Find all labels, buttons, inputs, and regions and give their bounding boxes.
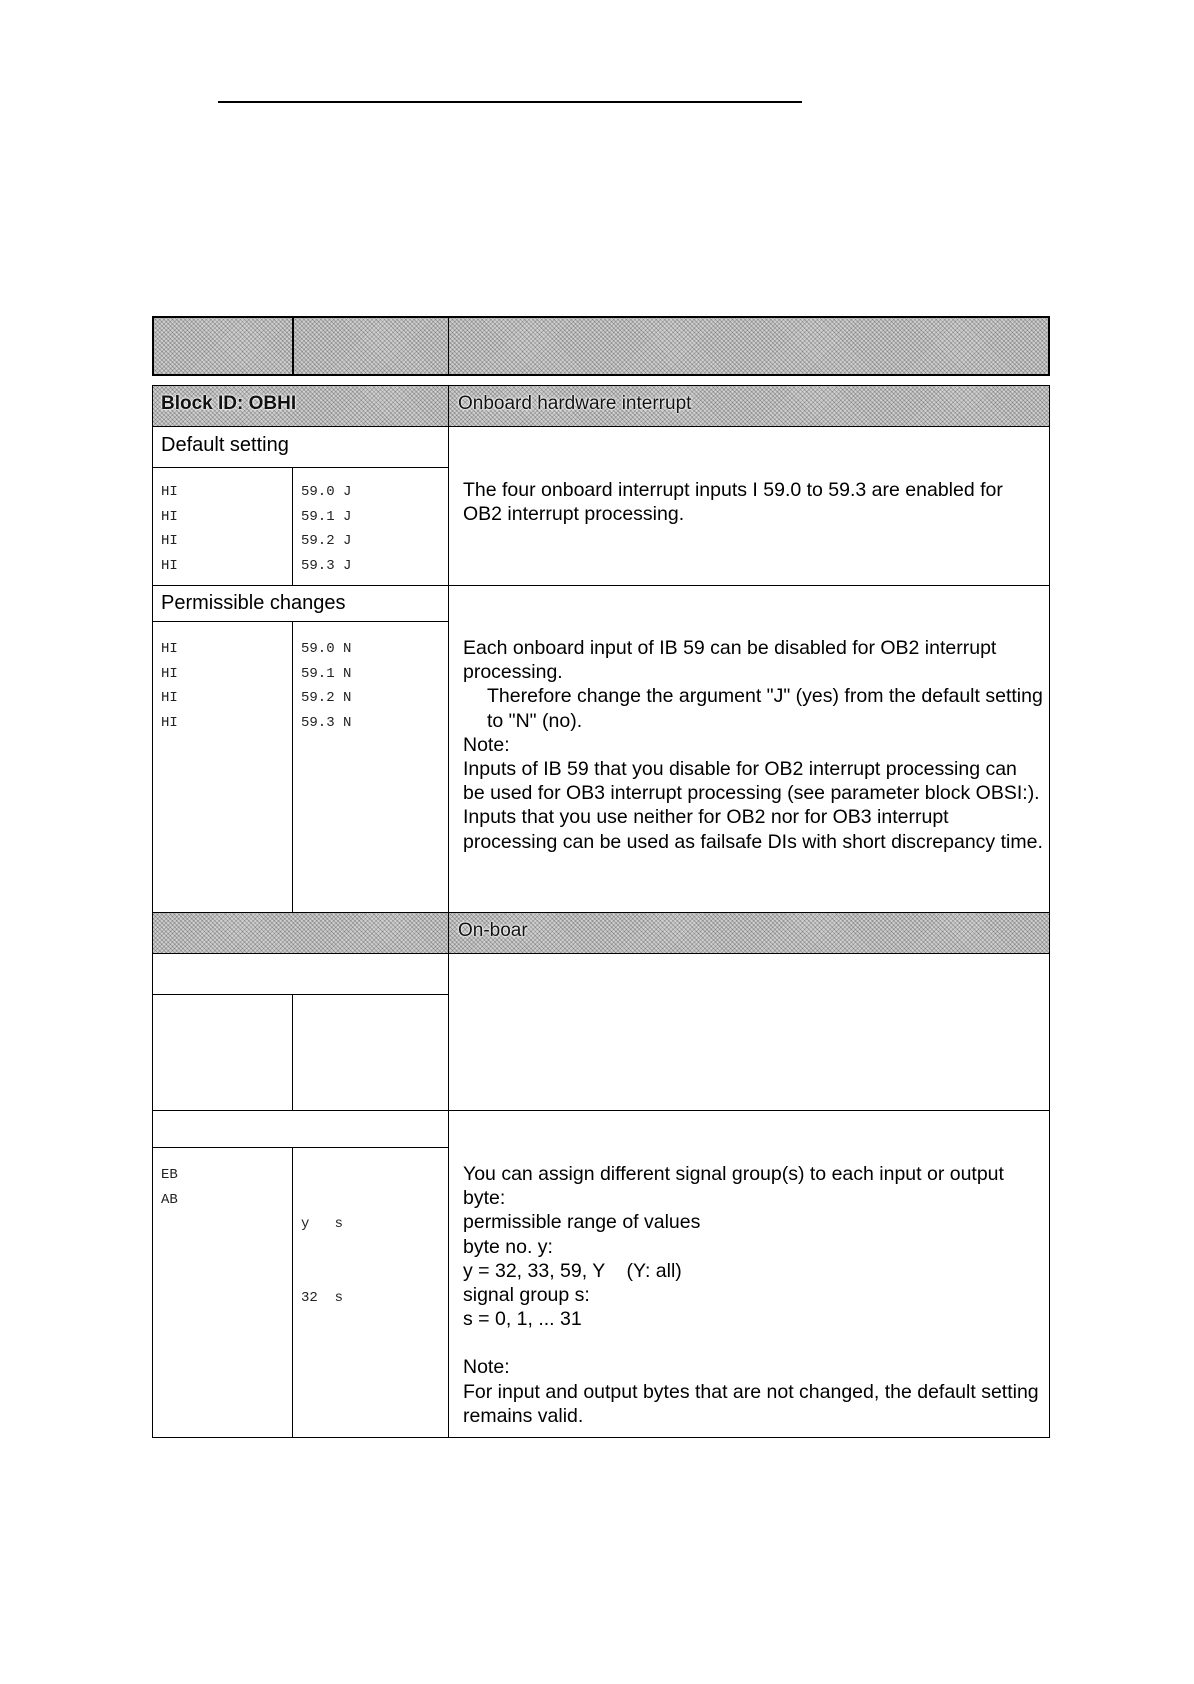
list-item: 59.3 J: [301, 557, 352, 574]
section1-mid-line: [152, 585, 1050, 586]
perm-args: [301, 637, 351, 735]
list-item: AB: [161, 1191, 178, 1208]
section2-mid-line: [152, 1110, 1050, 1111]
list-item: HI: [161, 641, 178, 657]
list-item: 59.2 J: [301, 533, 352, 549]
list-item: 59.0 J: [301, 484, 352, 500]
section2-note-label: Note:: [463, 1356, 510, 1379]
section2-ops: [161, 1163, 178, 1212]
default-ops: [161, 480, 178, 578]
perm-note-text: Inputs of IB 59 that you disable for OB2 interrupt processing can be used for OB3 interrupt processing (see parameter block OBSI:). Inputs that you use neither for OB2 nor for OB3 interrupt processing can be used as failsafe DIs with short discrepancy time.: [463, 758, 1043, 853]
default-rows-divider: [292, 467, 293, 585]
section2-note-text: For input and output bytes that are not changed, the default setting remains valid.: [463, 1380, 1039, 1427]
table-header-bar: [152, 316, 1050, 376]
header-divider-2: [448, 316, 449, 376]
default-description: [463, 478, 1043, 526]
perm-rows-divider: [292, 621, 293, 912]
list-item: HI: [161, 714, 178, 731]
section2-desc-line: permissible range of values: [463, 1211, 701, 1234]
section2-label-underline-1: [152, 994, 448, 995]
list-item: HI: [161, 508, 178, 525]
section2-col-divider: [448, 954, 449, 1438]
section2-desc-line: signal group s:: [463, 1284, 590, 1307]
perm-desc-indented: Therefore change the argument "J" (yes) from the default setting to "N" (no).: [487, 685, 1043, 732]
list-item: HI: [161, 484, 178, 500]
section2-header: [152, 912, 1050, 954]
list-item: 59.0 N: [301, 641, 352, 657]
section1-header-divider: [448, 385, 449, 427]
default-desc-text: The four onboard interrupt inputs I 59.0 to 59.3 are enabled for OB2 interrupt processing.: [463, 479, 1003, 526]
list-item: HI: [161, 690, 178, 706]
section2-desc-line: byte no. y:: [463, 1235, 553, 1258]
list-item: 59.1 J: [301, 508, 352, 525]
list-item: 32 s: [301, 1289, 344, 1306]
perm-label-underline: [152, 621, 448, 622]
list-item: y s: [301, 1216, 344, 1232]
section2-args: [301, 1163, 343, 1335]
perm-note-label: Note:: [463, 733, 510, 756]
top-rule: [218, 101, 802, 103]
block-id: Block ID: OBHI: [161, 393, 297, 414]
list-item: 59.2 N: [301, 690, 352, 706]
permissible-changes-label: Permissible changes: [161, 592, 346, 614]
section1-title: Onboard hardware interrupt: [458, 393, 692, 414]
perm-desc-text: Each onboard input of IB 59 can be disabled for OB2 interrupt processing.: [463, 637, 997, 684]
header-divider-1: [292, 316, 294, 376]
list-item: HI: [161, 665, 178, 682]
list-item: 59.1 N: [301, 665, 352, 682]
perm-ops: [161, 637, 178, 735]
section2-label-underline-2: [152, 1147, 448, 1148]
list-item: EB: [161, 1167, 178, 1183]
section2-desc-line: s = 0, 1, ... 31: [463, 1308, 582, 1331]
perm-description: [463, 636, 1043, 854]
section2-rows-divider-1: [292, 994, 293, 1110]
list-item: 59.3 N: [301, 714, 352, 731]
list-item: HI: [161, 533, 178, 549]
list-item: HI: [161, 557, 178, 574]
section2-rows-divider-2: [292, 1147, 293, 1438]
default-label-underline: [152, 467, 448, 468]
default-setting-label: Default setting: [161, 434, 289, 456]
section2-header-divider: [448, 912, 449, 954]
section2-desc-line: y = 32, 33, 59, Y (Y: all): [463, 1259, 682, 1282]
section2-desc-line: You can assign different signal group(s) to each input or output byte:: [463, 1163, 1004, 1210]
default-args: [301, 480, 351, 578]
section2-description: [463, 1162, 1043, 1428]
section2-title: On-boar: [458, 920, 528, 941]
section1-col-divider: [448, 427, 449, 912]
